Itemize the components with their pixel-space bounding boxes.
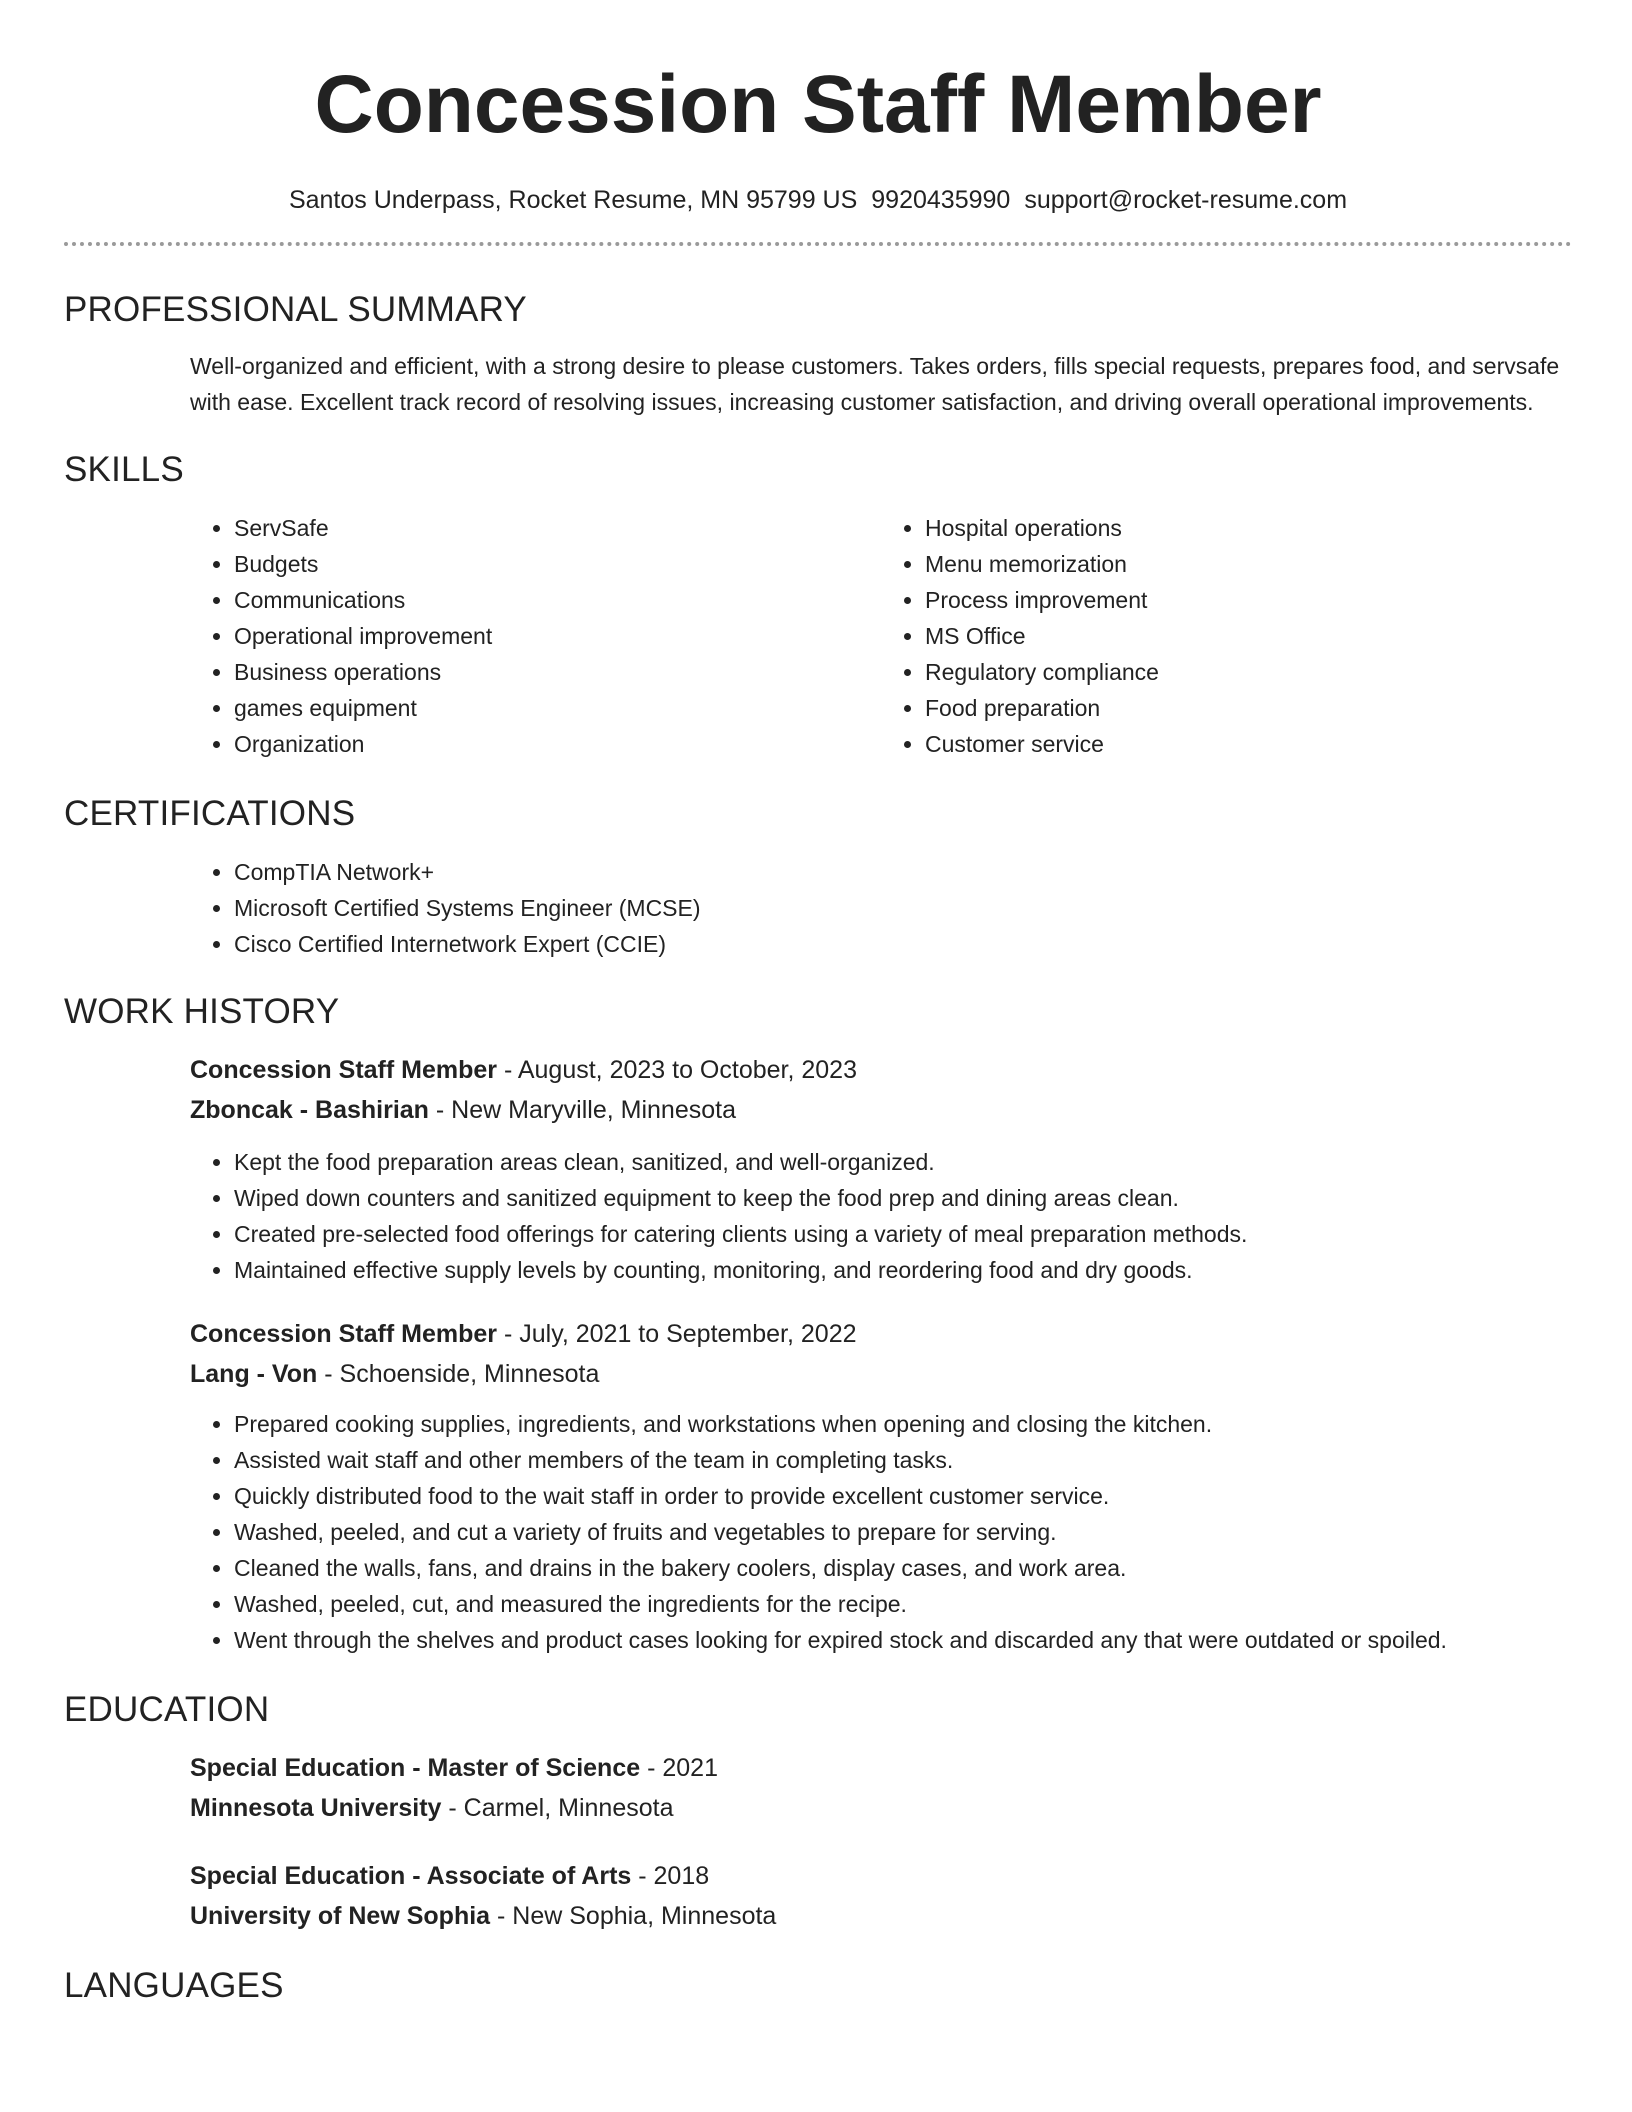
job-duty: • Washed, peeled, cut, and measured the ingredients for the recipe. xyxy=(234,1586,1572,1622)
job-duties xyxy=(190,1406,1572,1658)
skill-item: • games equipment xyxy=(234,690,881,726)
job-location: - New Maryville, Minnesota xyxy=(428,1096,736,1124)
education-entry xyxy=(190,1856,1572,1936)
skill-item: • Customer service xyxy=(925,726,1572,762)
skill-item: • Process improvement xyxy=(925,582,1572,618)
resume-page xyxy=(64,0,1572,2008)
degree-line xyxy=(190,1856,1572,1896)
skill-item: • ServSafe xyxy=(234,510,881,546)
skill-item: • Regulatory compliance xyxy=(925,654,1572,690)
job-duty: • Created pre-selected food offerings for catering clients using a variety of meal preparation methods. xyxy=(234,1216,1572,1252)
skill-item: • Organization xyxy=(234,726,881,762)
skill-item: • Business operations xyxy=(234,654,881,690)
job-duty: • Maintained effective supply levels by counting, monitoring, and reordering food and dry goods. xyxy=(234,1252,1572,1288)
school-name: Minnesota University xyxy=(190,1794,442,1822)
education-entry xyxy=(190,1748,1572,1828)
job-entry xyxy=(190,1314,1572,1658)
contact-line xyxy=(64,184,1572,216)
skills-list xyxy=(190,510,1572,762)
certification-item: • Microsoft Certified Systems Engineer (MCSE) xyxy=(234,890,1572,926)
header-divider xyxy=(64,242,1572,246)
summary-heading: PROFESSIONAL SUMMARY xyxy=(64,290,527,329)
school-name: University of New Sophia xyxy=(190,1902,491,1930)
candidate-name: Concession Staff Member xyxy=(314,59,1322,150)
contact-phone: 9920435990 xyxy=(871,186,1011,214)
job-dates: - July, 2021 to September, 2022 xyxy=(497,1320,857,1348)
job-duties xyxy=(190,1144,1572,1288)
job-role: Concession Staff Member xyxy=(190,1320,498,1348)
school-location: - New Sophia, Minnesota xyxy=(490,1902,777,1930)
languages-heading: LANGUAGES xyxy=(64,1966,284,2005)
contact-email: support@rocket-resume.com xyxy=(1024,186,1348,214)
degree-line xyxy=(190,1748,1572,1788)
job-company: Zboncak - Bashirian xyxy=(190,1096,429,1124)
school-location: - Carmel, Minnesota xyxy=(441,1794,674,1822)
job-duty: • Prepared cooking supplies, ingredients, and workstations when opening and closing the kitchen. xyxy=(234,1406,1572,1442)
skill-item: • Budgets xyxy=(234,546,881,582)
education-heading: EDUCATION xyxy=(64,1690,270,1729)
skills-heading: SKILLS xyxy=(64,450,184,489)
skill-item: • Menu memorization xyxy=(925,546,1572,582)
job-duty: • Cleaned the walls, fans, and drains in the bakery coolers, display cases, and work area. xyxy=(234,1550,1572,1586)
job-duty: • Kept the food preparation areas clean, sanitized, and well-organized. xyxy=(234,1144,1572,1180)
job-company-line xyxy=(190,1354,1572,1394)
summary-text: Well-organized and efficient, with a strong desire to please customers. Takes orders, fills special requests, prepares food, and servsafe with ease. Excellent track record of resolving issues, increasing customer satisfaction, and driving overall operational improvements. xyxy=(190,353,1560,415)
job-company-line xyxy=(190,1090,1572,1130)
work-history-heading: WORK HISTORY xyxy=(64,992,340,1031)
skill-item: • Communications xyxy=(234,582,881,618)
contact-address: Santos Underpass, Rocket Resume, MN 95799 US xyxy=(288,186,858,214)
skill-item: • Hospital operations xyxy=(925,510,1572,546)
job-location: - Schoenside, Minnesota xyxy=(317,1360,600,1388)
skill-item: • MS Office xyxy=(925,618,1572,654)
job-duty: • Assisted wait staff and other members of the team in completing tasks. xyxy=(234,1442,1572,1478)
degree-name: Special Education - Associate of Arts xyxy=(190,1862,632,1890)
skill-item: • Operational improvement xyxy=(234,618,881,654)
certification-item: • Cisco Certified Internetwork Expert (CCIE) xyxy=(234,926,1572,962)
job-title-line xyxy=(190,1314,1572,1354)
school-line xyxy=(190,1896,1572,1936)
certifications-heading: CERTIFICATIONS xyxy=(64,794,356,833)
skill-item: • Food preparation xyxy=(925,690,1572,726)
job-company: Lang - Von xyxy=(190,1360,318,1388)
job-duty: • Washed, peeled, and cut a variety of fruits and vegetables to prepare for serving. xyxy=(234,1514,1572,1550)
school-line xyxy=(190,1788,1572,1828)
job-duty: • Went through the shelves and product cases looking for expired stock and discarded any that were outdated or spoiled. xyxy=(234,1622,1572,1658)
degree-year: - 2021 xyxy=(640,1754,718,1782)
certification-item: • CompTIA Network+ xyxy=(234,854,1572,890)
job-duty: • Wiped down counters and sanitized equipment to keep the food prep and dining areas clean. xyxy=(234,1180,1572,1216)
degree-name: Special Education - Master of Science xyxy=(190,1754,641,1782)
skills-column-left xyxy=(190,510,881,762)
certifications-list xyxy=(190,854,1572,962)
job-title-line xyxy=(190,1050,1572,1090)
skills-column-right xyxy=(881,510,1572,762)
degree-year: - 2018 xyxy=(631,1862,710,1890)
job-role: Concession Staff Member xyxy=(190,1056,498,1084)
job-dates: - August, 2023 to October, 2023 xyxy=(497,1056,857,1084)
job-entry xyxy=(190,1050,1572,1288)
job-duty: • Quickly distributed food to the wait staff in order to provide excellent customer service. xyxy=(234,1478,1572,1514)
